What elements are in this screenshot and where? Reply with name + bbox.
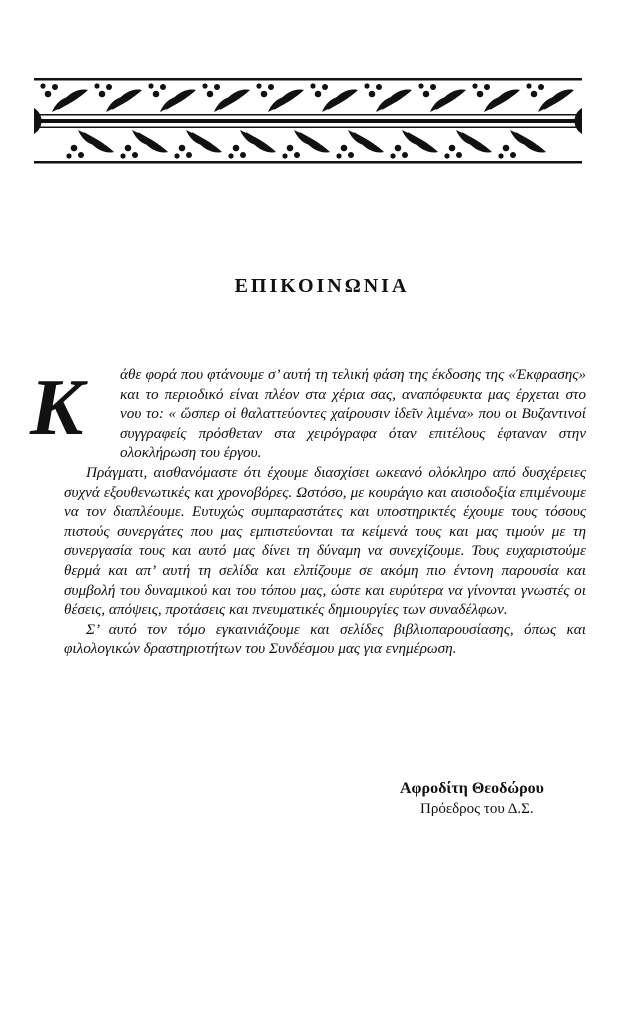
signature-role: Πρόεδρος του Δ.Σ.	[420, 801, 534, 817]
editorial-text	[64, 365, 586, 659]
laurel-vine-ornament-icon	[34, 78, 582, 164]
paragraph-3: Σ’ αυτό τον τόμο εγκαινιάζουμε και σελίδες βιβλιοπαρουσίασης, όπως και φιλολογικών δραστηριοτήτων του Συνδέσμου μας για ενημέρωση.	[64, 620, 586, 658]
paragraph-1: άθε φορά που φτάνουμε σ’ αυτή τη τελική φάση της έκδοσης της «Έκφρασης» και το περιοδικό είναι πλέον στα χέρια σας, αναπόφευκτα μας έρχεται στο νου το: « ὥσπερ οἱ θαλαττεύοντες χαίρουσιν ἰδεῖν λιμένα» που οι Βυζαντινοί συγγραφείς πρόσθεταν στα χειρόγραφα όταν επιτέλους έφταναν στην ολοκλήρωση του έργου.	[120, 366, 586, 462]
paragraph-2: Πράγματι, αισθανόμαστε ότι έχουμε διασχίσει ωκεανό ολόκληρο από δυσχέρειες συχνά εξουθενωτικές και χρονοβόρες. Ωστόσο, με κουράγιο και αισιοδοξία επιμένουμε να τον διαπλέουμε. Ευτυχώς συμπαραστάτες και υποστηρικτές έχουμε τους τόσους πιστούς συνεργάτες που μας εμπιστεύονται τα κείμενά τους και μας τιμούν με τη συνεργασία τους και αυτό μας δίνει τη δύναμη να συνεχίζουμε. Τους ευχαριστούμε θερμά και απ’ αυτή τη σελίδα και ελπίζουμε σε ακόμη πιο έντονη παρουσία και συμβολή του δυναμικού και του τόπου μας, ώστε και ευρύτερα να γίνονται γνωστές οι θέσεις, απόψεις, προτάσεις και πνευματικές δημιουργίες των συναδέλφων.	[64, 463, 586, 619]
drop-cap-letter: Κ	[30, 364, 84, 452]
signature-name: Αφροδίτη Θεοδώρου	[400, 780, 544, 797]
page-title: ΕΠΙΚΟΙΝΩΝΙΑ	[234, 275, 410, 297]
signature-block	[400, 780, 600, 818]
